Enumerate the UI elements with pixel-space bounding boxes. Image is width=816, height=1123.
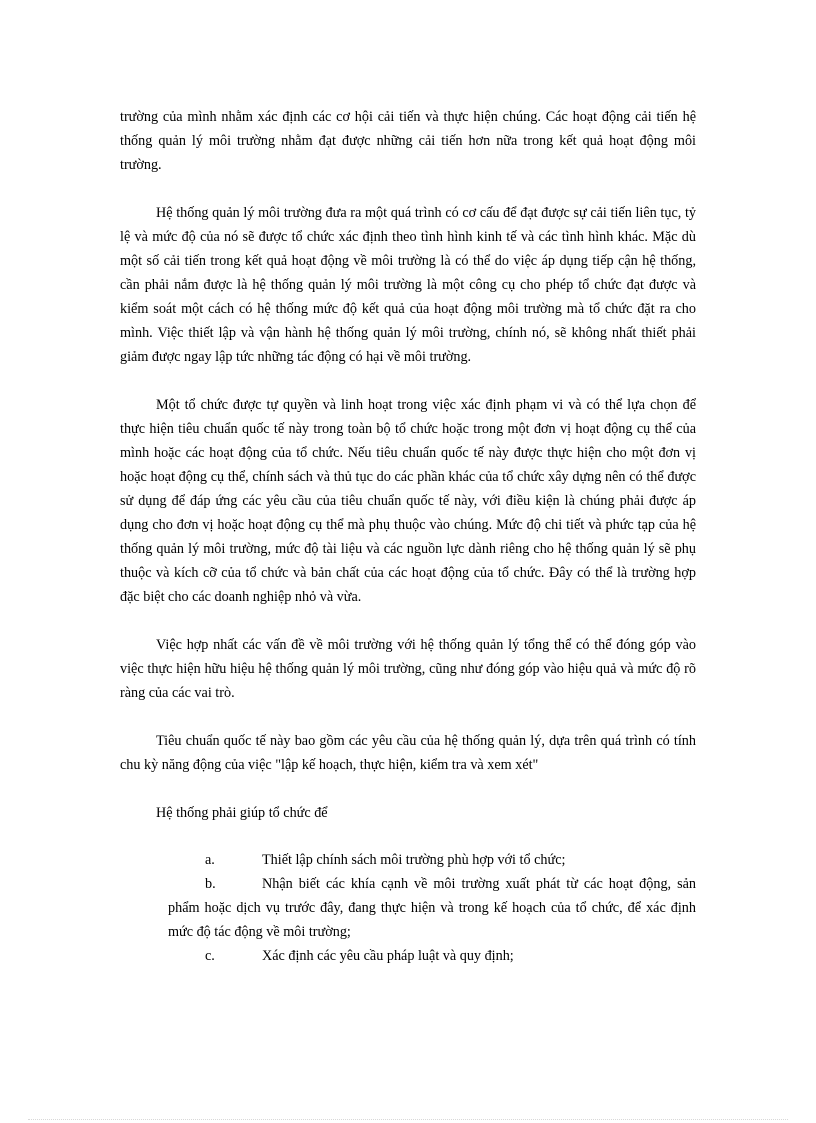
paragraph-scope-flexibility: Một tổ chức được tự quyền và linh hoạt trong việc xác định phạm vi và có thể lựa chọn để thực hiện tiêu chuẩn quốc tế này trong toàn bộ tổ chức hoặc trong một đơn vị hoạt động cụ thể của mình hoặc các hoạt động của tổ chức. Nếu tiêu chuẩn quốc tế này được thực hiện cho một đơn vị hoặc hoạt động cụ thể, chính sách và thủ tục do các phần khác của tổ chức xây dựng nên có thể được sử dụng để đáp ứng các yêu cầu của tiêu chuẩn quốc tế này, với điều kiện là chúng phải được áp dụng cho đơn vị hoặc hoạt động cụ thể mà phụ thuộc vào chúng. Mức độ chi tiết và phức tạp của hệ thống quản lý môi trường, mức độ tài liệu và các nguồn lực dành riêng cho hệ thống quản lý sẽ phụ thuộc và kích cỡ của tổ chức và bản chất của các hoạt động của tổ chức. Đây có thể là trường hợp đặc biệt cho các doanh nghiệp nhỏ và vừa. — [120, 397, 696, 605]
list-marker: b. — [205, 876, 216, 892]
list-marker: a. — [205, 852, 215, 868]
document-body — [120, 105, 696, 968]
list-item-text: Thiết lập chính sách môi trường phù hợp với tổ chức; — [262, 852, 566, 868]
paragraph-system-purpose: Hệ thống phải giúp tổ chức để — [156, 805, 328, 821]
paragraph-continuation: trường của mình nhằm xác định các cơ hội cải tiến và thực hiện chúng. Các hoạt động cải tiến hệ thống quản lý môi trường nhằm đạt được những cải tiến hơn nữa trong kết quả hoạt động môi trường. — [120, 109, 696, 173]
list-item — [168, 872, 696, 944]
page-bottom-divider — [28, 1119, 788, 1120]
list-marker: c. — [205, 948, 215, 964]
paragraph-continuous-improvement: Hệ thống quản lý môi trường đưa ra một quá trình có cơ cấu để đạt được sự cải tiến liên tục, tỷ lệ và mức độ của nó sẽ được tổ chức xác định theo tình hình kinh tế và các tình hình khác. Mặc dù một số cải tiến trong kết quả hoạt động về môi trường là có thể do việc áp dụng tiếp cận hệ thống, cần phải nắm được là hệ thống quản lý môi trường là một công cụ cho phép tổ chức đạt được và kiểm soát một cách có hệ thống mức độ kết quả của hoạt động môi trường mà tổ chức đặt ra cho mình. Việc thiết lập và vận hành hệ thống quản lý môi trường, chính nó, sẽ không nhất thiết phải giảm được ngay lập tức những tác động có hại về môi trường. — [120, 205, 696, 365]
list-item — [168, 848, 696, 872]
list-item-text: Xác định các yêu cầu pháp luật và quy định; — [262, 948, 514, 964]
list-item — [168, 944, 696, 968]
list-item-text: Nhận biết các khía cạnh về môi trường xuất phát từ các hoạt động, sản phẩm hoặc dịch vụ trước đây, đang thực hiện và trong kế hoạch của tổ chức, để xác định mức độ tác động về môi trường; — [168, 876, 696, 940]
paragraph-pdca: Tiêu chuẩn quốc tế này bao gồm các yêu cầu của hệ thống quản lý, dựa trên quá trình có tính chu kỳ năng động của việc "lập kế hoạch, thực hiện, kiểm tra và xem xét" — [120, 733, 696, 773]
paragraph-integration: Việc hợp nhất các vấn đề về môi trường với hệ thống quản lý tổng thể có thể đóng góp vào việc thực hiện hữu hiệu hệ thống quản lý môi trường, cũng như đóng góp vào hiệu quả và mức độ rõ ràng của các vai trò. — [120, 637, 696, 701]
requirements-list — [120, 848, 696, 968]
